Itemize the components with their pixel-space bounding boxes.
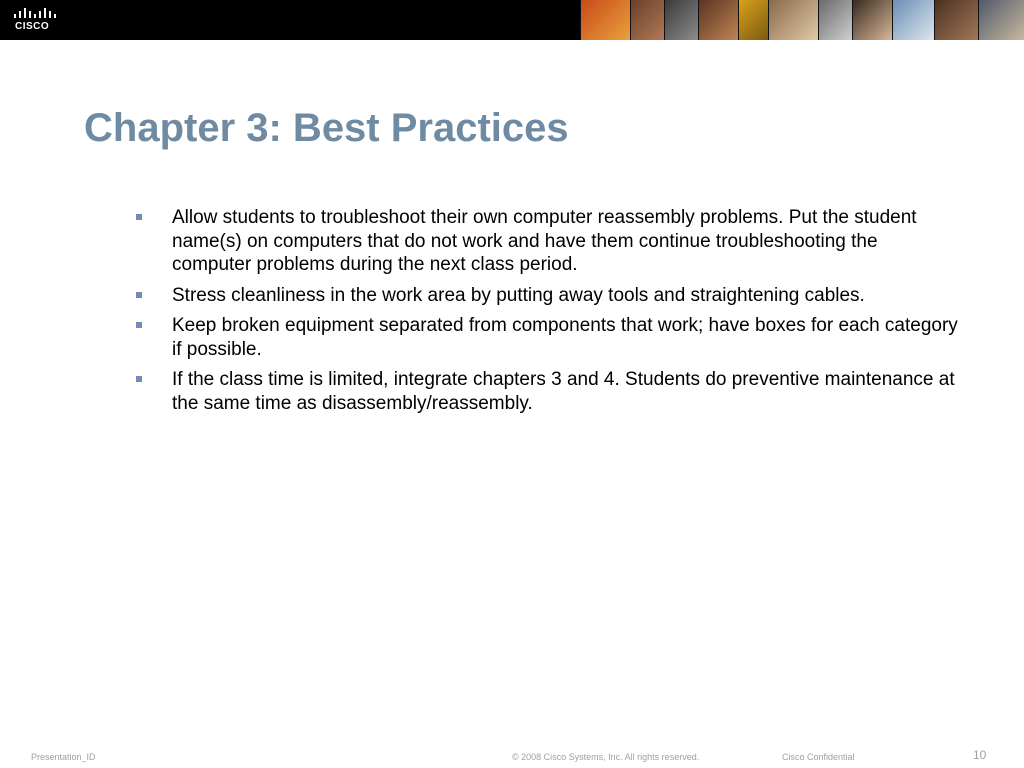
header-bar xyxy=(0,0,1024,40)
square-bullet-icon xyxy=(136,214,142,220)
abstract-yellow-tile xyxy=(738,0,768,40)
person-portrait-tile-7 xyxy=(978,0,1024,40)
bullet-item xyxy=(131,284,961,308)
abstract-blue-tile xyxy=(892,0,934,40)
logo-wordmark: CISCO xyxy=(15,21,50,32)
person-portrait-tile-4 xyxy=(768,0,818,40)
person-portrait-tile-3 xyxy=(698,0,738,40)
bullet-item xyxy=(131,314,961,361)
square-bullet-icon xyxy=(136,322,142,328)
square-bullet-icon xyxy=(136,292,142,298)
abstract-grey-tile xyxy=(818,0,852,40)
page-number: 10 xyxy=(973,748,987,762)
bullet-text: If the class time is limited, integrate chapters 3 and 4. Students do preventive maintenance at the same time as disassembly/reassembly. xyxy=(172,369,955,414)
footer-copyright: © 2008 Cisco Systems, Inc. All rights reserved. xyxy=(512,752,700,762)
footer-presentation-id: Presentation_ID xyxy=(31,752,96,762)
person-portrait-tile-6 xyxy=(934,0,978,40)
bullet-text: Allow students to troubleshoot their own computer reassembly problems. Put the student name(s) on computers that do not work and have them continue troubleshooting the computer problems during the next class period. xyxy=(172,207,917,275)
page-title: Chapter 3: Best Practices xyxy=(84,106,569,150)
bullet-text: Stress cleanliness in the work area by putting away tools and straightening cables. xyxy=(172,284,865,306)
bullet-item xyxy=(131,206,961,277)
footer-confidential: Cisco Confidential xyxy=(782,752,855,762)
bullet-list xyxy=(131,206,961,422)
square-bullet-icon xyxy=(136,376,142,382)
bullet-text: Keep broken equipment separated from components that work; have boxes for each category if possible. xyxy=(172,315,958,360)
person-portrait-tile-1 xyxy=(630,0,664,40)
cisco-logo xyxy=(10,6,60,34)
cisco-bridge-icon xyxy=(14,8,58,18)
person-portrait-tile-2 xyxy=(664,0,698,40)
header-photo-strip xyxy=(580,0,1024,40)
abstract-orange-tile xyxy=(580,0,630,40)
bullet-item xyxy=(131,368,961,415)
person-portrait-tile-5 xyxy=(852,0,892,40)
